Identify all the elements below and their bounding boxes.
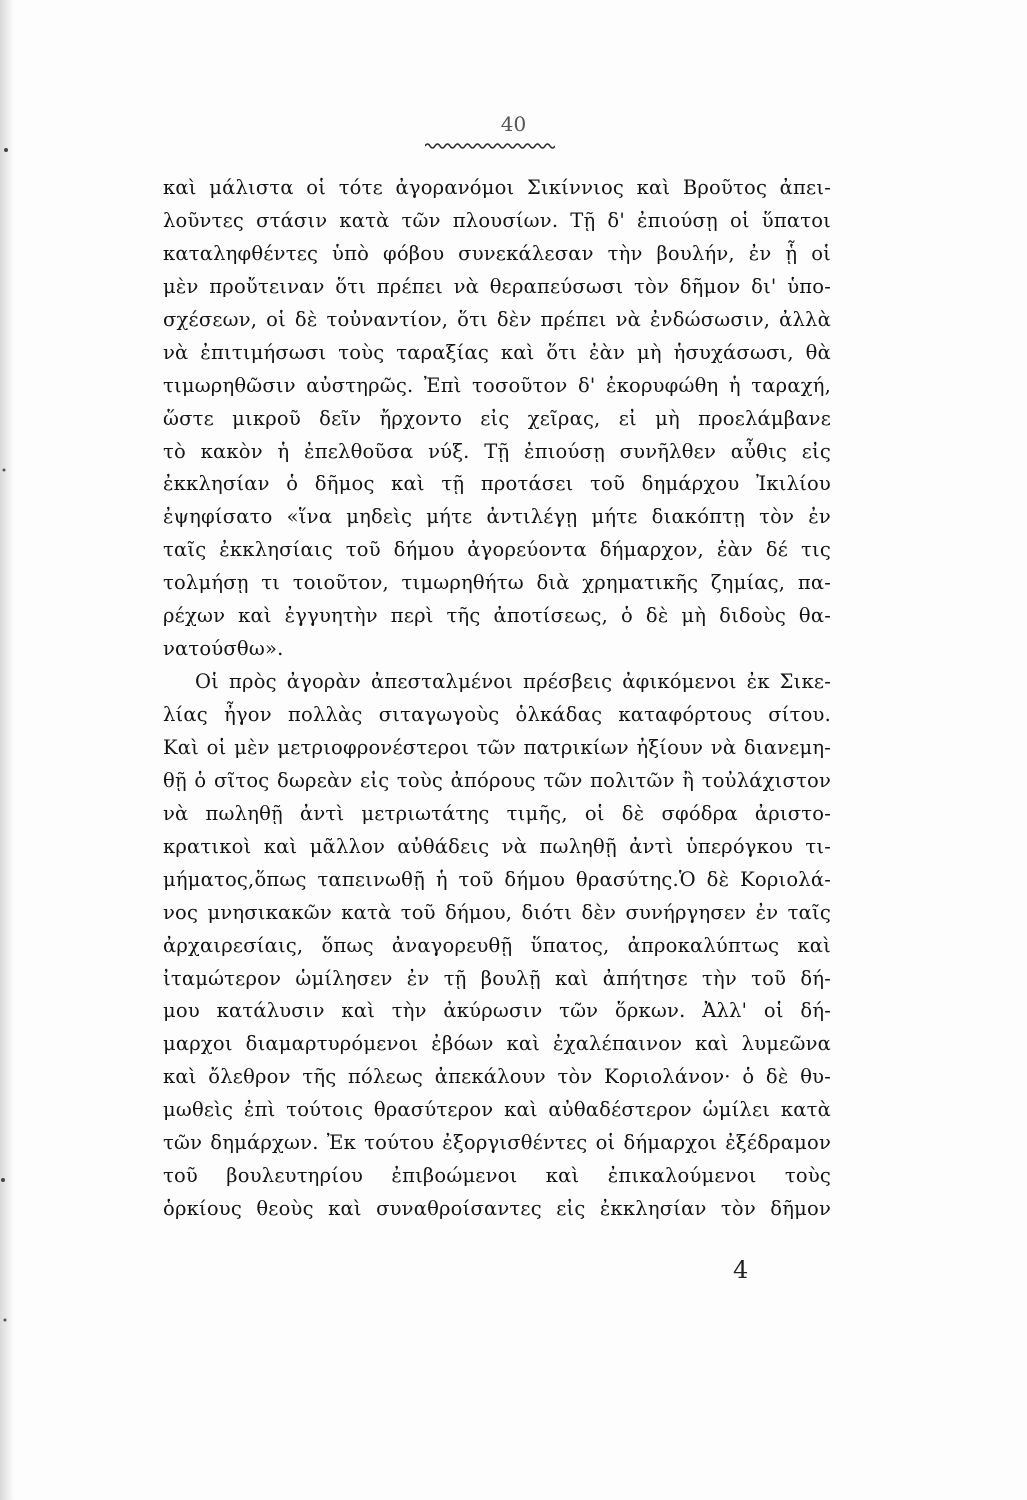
text-line: ὁρκίους θεοὺς καὶ συναθροίσαντες εἰς ἐκκλησίαν τὸν δῆμον	[163, 1197, 831, 1221]
text-line: κρατικοὶ καὶ μᾶλλον αὐθάδεις νὰ πωληθῇ ἀντὶ ὑπερόγκου τι-	[163, 834, 831, 858]
text-line: καταληφθέντες ὑπὸ φόβου συνεκάλεσαν τὴν βουλήν, ἐν ᾗ οἱ	[163, 241, 831, 265]
paragraph-start-line: Οἱ πρὸς ἀγορὰν ἀπεσταλμένοι πρέσβεις ἀφικόμενοι ἐκ Σικε-	[195, 670, 831, 694]
text-line: θῇ ὁ σῖτος δωρεὰν εἰς τοὺς ἀπόρους τῶν πολιτῶν ἢ τοὐλάχιστον	[163, 768, 831, 792]
text-line: νὰ ἐπιτιμήσωσι τοὺς ταραξίας καὶ ὅτι ἐὰν μὴ ἡσυχάσωσι, θὰ	[163, 340, 831, 364]
text-line: μὲν προὔτειναν ὅτι πρέπει νὰ θεραπεύσωσι τὸν δῆμον δι' ὑπο-	[163, 274, 831, 298]
paragraph-end-line: νατούσθω».	[163, 637, 284, 661]
page-number: 40	[500, 112, 527, 136]
signature-mark: 4	[733, 1256, 749, 1284]
text-line: τῶν δημάρχων. Ἐκ τούτου ἐξοργισθέντες οἱ δήμαρχοι ἐξέδραμον	[163, 1131, 831, 1155]
text-line: ἐκκλησίαν ὁ δῆμος καὶ τῇ προτάσει τοῦ δημάρχου Ἰκιλίου	[163, 472, 831, 496]
text-line: ἐψηφίσατο «ἵνα μηδεὶς μήτε ἀντιλέγῃ μήτε διακόπτῃ τὸν ἐν	[163, 505, 831, 529]
text-line: ὥστε μικροῦ δεῖν ἤρχοντο εἰς χεῖρας, εἰ μὴ προελάμβανε	[163, 406, 831, 430]
text-line: σχέσεων, οἱ δὲ τοὐναντίον, ὅτι δὲν πρέπει νὰ ἐνδώσωσιν, ἀλλὰ	[163, 307, 831, 331]
text-line: λίας ἦγον πολλὰς σιταγωγοὺς ὁλκάδας καταφόρτους σίτου.	[163, 703, 831, 726]
text-line: νος μνησικακῶν κατὰ τοῦ δήμου, διότι δὲν συνήργησεν ἐν ταῖς	[163, 900, 831, 924]
text-line: καὶ ὄλεθρον τῆς πόλεως ἀπεκάλουν τὸν Κοριολάνον· ὁ δὲ θυ-	[163, 1065, 831, 1089]
text-line: τιμωρηθῶσιν αὐστηρῶς. Ἐπὶ τοσοῦτον δ' ἐκορυφώθη ἡ ταραχή,	[163, 373, 831, 397]
text-line: μαρχοι διαμαρτυρόμενοι ἐβόων καὶ ἐχαλέπαινον καὶ λυμεῶνα	[163, 1032, 831, 1056]
text-line: μήματος,ὅπως ταπεινωθῇ ἡ τοῦ δήμου θρασύτης.Ὁ δὲ Κοριολά-	[163, 867, 831, 891]
text-line: ταῖς ἐκκλησίαις τοῦ δήμου ἀγορεύοντα δήμαρχον, ἐὰν δέ τις	[163, 538, 831, 562]
text-line: Καὶ οἱ μὲν μετριοφρονέστεροι τῶν πατρικίων ἠξίουν νὰ διανεμη-	[163, 735, 831, 759]
text-line: τὸ κακὸν ἡ ἐπελθοῦσα νύξ. Τῇ ἐπιούσῃ συνῆλθεν αὖθις εἰς	[163, 439, 831, 463]
text-line: λοῦντες στάσιν κατὰ τῶν πλουσίων. Τῇ δ' ἐπιούσῃ οἱ ὕπατοι	[163, 208, 831, 232]
text-line: καὶ μάλιστα οἱ τότε ἀγορανόμοι Σικίννιος καὶ Βροῦτος ἀπει-	[163, 176, 831, 199]
text-line: ἰταμώτερον ὡμίλησεν ἐν τῇ βουλῇ καὶ ἀπήτησε τὴν τοῦ δή-	[163, 966, 831, 990]
text-line: τολμήσῃ τι τοιοῦτον, τιμωρηθήτω διὰ χρηματικῆς ζημίας, πα-	[163, 571, 831, 595]
text-line: μου κατάλυσιν καὶ τὴν ἀκύρωσιν τῶν ὅρκων. Ἀλλ' οἱ δή-	[163, 999, 831, 1023]
text-line: νὰ πωληθῇ ἀντὶ μετριωτάτης τιμῆς, οἱ δὲ σφόδρα ἀριστο-	[163, 801, 831, 825]
text-line: τοῦ βουλευτηρίου ἐπιβοώμενοι καὶ ἐπικαλούμενοι τοὺς	[163, 1164, 831, 1188]
text-line: ἀρχαιρεσίαις, ὅπως ἀναγορευθῇ ὕπατος, ἀπροκαλύπτως καὶ	[163, 933, 831, 957]
text-line: ρέχων καὶ ἐγγυητὴν περὶ τῆς ἀποτίσεως, ὁ δὲ μὴ διδοὺς θα-	[163, 604, 831, 628]
text-line: μωθεὶς ἐπὶ τούτοις θρασύτερον καὶ αὐθαδέστερον ὡμίλει κατὰ	[163, 1098, 831, 1122]
